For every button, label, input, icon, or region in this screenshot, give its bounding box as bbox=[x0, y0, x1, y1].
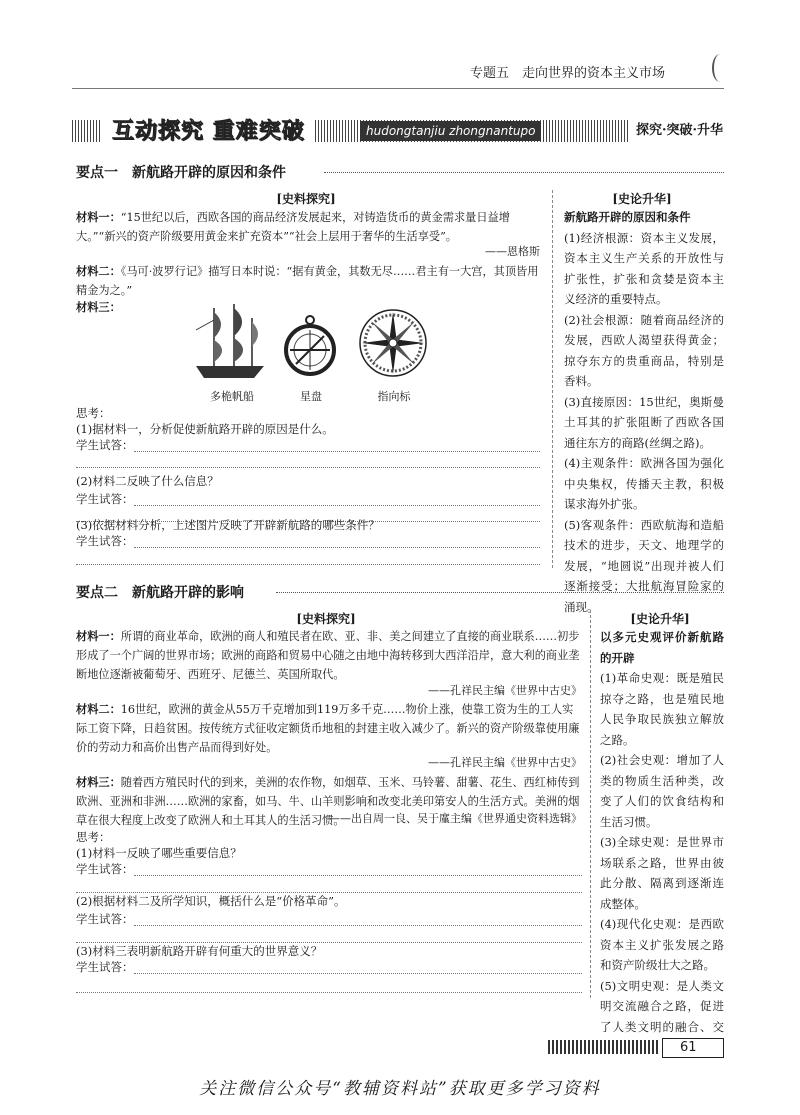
s1-m3-label: 材料三： bbox=[76, 300, 121, 314]
s2-question-3: (3)材料三表明新航路开辟有何重大的世界意义？ bbox=[76, 944, 323, 958]
s1-side-item: (4)主观条件：欧洲各国为强化中央集权，传播天主教，积极谋求海外扩张。 bbox=[564, 456, 724, 511]
s2-question-1: (1)材料一反映了哪些重要信息？ bbox=[76, 846, 242, 860]
s1-m2-label: 材料二： bbox=[76, 264, 121, 278]
s1-answer-line-3b[interactable] bbox=[76, 564, 540, 565]
s2-answer-line-3b[interactable] bbox=[76, 992, 582, 993]
footer-promo: 关注微信公众号“教辅资料站”获取更多学习资料 bbox=[199, 1079, 601, 1099]
s1-material-2 bbox=[76, 262, 540, 300]
s2-side-title: [史论升华] bbox=[630, 612, 690, 626]
s1-answer-line-3a[interactable] bbox=[134, 547, 540, 548]
s2-side-item: (3)全球史观：是世界市场联系之路，世界由彼此分散、隔离到逐渐连成整体。 bbox=[600, 835, 724, 911]
s2-side-item: (1)革命史观：既是殖民掠夺之路，也是殖民地人民争取民族独立解放之路。 bbox=[600, 671, 724, 747]
section-banner bbox=[72, 116, 724, 146]
s2-answer-line-1a[interactable] bbox=[134, 875, 582, 876]
page-number-stripe bbox=[548, 1040, 660, 1054]
s2-question-2: (2)根据材料二及所学知识，概括什么是“价格革命”。 bbox=[76, 894, 346, 908]
s2-side-item: (5)文明史观：是人类文明交流融合之路，促进了人类文明的融合、交 bbox=[600, 978, 724, 1034]
s2-m1-source: ——孔祥民主编《世界中古史》 bbox=[428, 684, 582, 697]
s1-side-panel bbox=[564, 207, 724, 617]
s2-m1-label: 材料一： bbox=[76, 629, 121, 643]
s1-side-item: (3)直接原因：15世纪，奥斯曼土耳其的扩张阻断了西欧各国通往东方的商路(丝绸之路)。 bbox=[564, 394, 724, 450]
s2-m2-label: 材料二： bbox=[76, 702, 121, 716]
s1-side-title: [史论升华] bbox=[612, 192, 672, 206]
header-rule bbox=[72, 88, 724, 89]
s2-material-1 bbox=[76, 627, 582, 684]
s2-side-head: 以多元史观评价新航路的开辟 bbox=[600, 630, 724, 665]
s2-answer-line-2a[interactable] bbox=[134, 925, 582, 926]
s1-answer-label-3: 学生试答： bbox=[76, 534, 134, 548]
s1-question-3: (3)依据材料分析，上述图片反映了开辟新航路的哪些条件？ bbox=[76, 518, 380, 532]
s2-side-item: (2)社会史观：增加了人类的物质生活种类，改变了人们的饮食结构和生活习惯。 bbox=[600, 753, 724, 829]
s2-material-2 bbox=[76, 700, 582, 757]
banner-pinyin: hudongtanjiu zhongnantupo bbox=[360, 121, 541, 141]
s1-column-separator bbox=[552, 190, 553, 568]
s1-answer-label-2: 学生试答： bbox=[76, 492, 134, 506]
s1-question-2: (2)材料二反映了什么信息？ bbox=[76, 474, 219, 488]
s1-panel-title: [史料探究] bbox=[276, 192, 336, 206]
keypoint-1-title: 要点一 新航路开辟的原因和条件 bbox=[76, 165, 286, 181]
s2-answer-line-3a[interactable] bbox=[134, 973, 582, 974]
s1-m1-label: 材料一： bbox=[76, 210, 121, 224]
banner-motto: 探究·突破·升华 bbox=[628, 119, 731, 143]
s2-m1-text: 所谓的商业革命，欧洲的商人和殖民者在欧、亚、非、美之间建立了直接的商业联系……初步形成了一个广阔的世界市场；欧洲的商路和贸易中心随之由地中海转移到大西洋沿岸，意大利的商业垄断地位逐渐被葡萄牙、西班牙、尼德兰、英国所取代。 bbox=[76, 630, 580, 681]
keypoint-2-title: 要点二 新航路开辟的影响 bbox=[76, 585, 244, 601]
s1-m1-source: ——恩格斯 bbox=[485, 245, 540, 258]
keypoint-2-dots bbox=[276, 592, 724, 593]
s1-answer-line-1b[interactable] bbox=[76, 467, 540, 468]
sailing-ship-image bbox=[188, 300, 272, 384]
running-header-title: 专题五 走向世界的资本主义市场 bbox=[470, 66, 666, 81]
compass-caption: 指向标 bbox=[377, 390, 411, 403]
s2-answer-label-3: 学生试答： bbox=[76, 960, 134, 974]
header-bracket-decoration bbox=[712, 54, 728, 82]
page-number: 61 bbox=[680, 1040, 697, 1055]
astrolabe-caption: 星盘 bbox=[300, 390, 322, 403]
s2-m2-source: ——孔祥民主编《世界中古史》 bbox=[428, 756, 582, 769]
s1-answer-label-1: 学生试答： bbox=[76, 438, 134, 452]
s2-column-separator bbox=[590, 610, 591, 998]
s1-question-1: (1)据材料一，分析促使新航路开辟的原因是什么。 bbox=[76, 422, 334, 436]
s1-think-label: 思考： bbox=[76, 406, 111, 420]
s2-side-item: (4)现代化史观：是西欧资本主义扩张发展之路和资产阶级壮大之路。 bbox=[600, 917, 724, 972]
s1-answer-line-2a[interactable] bbox=[134, 505, 540, 506]
s2-m3-label: 材料三： bbox=[76, 775, 121, 789]
s2-m2-text: 16世纪，欧洲的黄金从55万千克增加到119万多千克……物价上涨，使靠工资为生的工人实际工资下降，日趋贫困。按传统方式征收定额货币地租的封建主收入减少了。新兴的资产阶级靠使用廉价的劳动力和高价出售产品而得到好处。 bbox=[76, 703, 580, 754]
s2-m3-text: 随着西方殖民时代的到来，美洲的农作物，如烟草、玉米、马铃薯、甜薯、花生、西红柿传到欧洲、亚洲和非洲……欧洲的家畜，如马、牛、山羊则影响和改变北美印第安人的生活方式。美洲的烟草在很大程度上改变了欧洲人和土耳其人的生活习惯。 bbox=[76, 776, 580, 827]
compass-rose-image bbox=[358, 308, 428, 378]
s1-m2-text: 《马可·波罗行记》描写日本时说：“据有黄金，其数无尽……君主有一大宫，其顶皆用精金为之。” bbox=[76, 265, 539, 297]
astrolabe-image bbox=[280, 312, 340, 378]
s2-side-panel bbox=[600, 627, 724, 1058]
s2-m3-source: ——出自周一良、吴于廑主编《世界通史资料选辑》 bbox=[329, 812, 582, 825]
s2-think-label: 思考： bbox=[76, 830, 111, 844]
s1-side-head: 新航路开辟的原因和条件 bbox=[564, 210, 691, 224]
ship-caption: 多桅帆船 bbox=[210, 390, 254, 403]
s2-panel-title: [史料探究] bbox=[296, 612, 356, 626]
s1-side-item: (1)经济根源：资本主义发展，资本主义生产关系的开放性与扩张性，扩张和贪婪是资本主义经济的重要特点。 bbox=[564, 230, 724, 306]
s2-answer-label-2: 学生试答： bbox=[76, 912, 134, 926]
s1-side-item: (2)社会根源：随着商品经济的发展，西欧人渴望获得黄金；掠夺东方的贵重商品，特别是香料。 bbox=[564, 312, 724, 388]
s1-material-1 bbox=[76, 208, 540, 246]
s1-answer-line-1a[interactable] bbox=[134, 451, 540, 452]
banner-title: 互动探究 重难突破 bbox=[102, 116, 315, 146]
s1-m1-text: “15世纪以后，西欧各国的商品经济发展起来，对铸造货币的黄金需求量日益增大。”“新兴的资产阶级要用黄金来扩充资本”“社会上层用于奢华的生活享受”。 bbox=[76, 211, 510, 243]
keypoint-1-dots bbox=[324, 172, 724, 173]
s1-side-item: (5)客观条件：西欧航海和造船技术的进步，天文、地理学的发展，“地圆说”出现并被人们逐渐接受；大批航海冒险家的涌现。 bbox=[564, 517, 724, 614]
s2-answer-label-1: 学生试答： bbox=[76, 862, 134, 876]
